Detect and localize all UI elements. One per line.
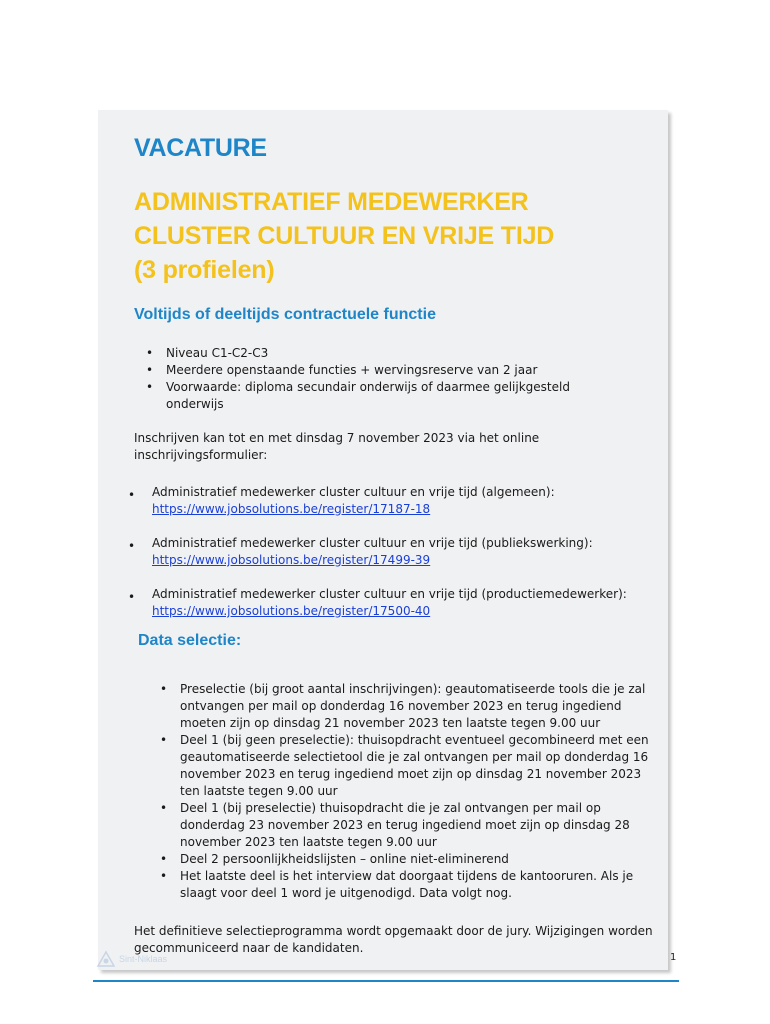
registration-item-label: Administratief medewerker cluster cultuur en vrije tijd (algemeen): [152, 485, 555, 499]
city-logo-icon [96, 950, 116, 968]
registration-item [126, 535, 666, 586]
registration-link[interactable]: https://www.jobsolutions.be/register/17499-39 [152, 553, 431, 567]
registration-item-label: Administratief medewerker cluster cultuur en vrije tijd (productiemedewerker): [152, 587, 627, 601]
list-item: • Meerdere openstaande functies + wervingsreserve van 2 jaar [138, 362, 578, 379]
list-item: • Deel 2 persoonlijkheidslijsten – online niet-eliminerend [152, 851, 662, 868]
function-bullet-list [138, 345, 578, 413]
list-item: • Niveau C1-C2-C3 [138, 345, 578, 362]
registration-link-list [126, 484, 666, 637]
selection-closing-note: Het definitieve selectieprogramma wordt opgemaakt door de jury. Wijzigingen worden gecommuniceerd naar de kandidaten. [134, 924, 653, 955]
footer-divider [93, 980, 679, 982]
vacancy-label: VACATURE [134, 134, 267, 162]
registration-link[interactable]: https://www.jobsolutions.be/register/17187-18 [152, 502, 431, 516]
registration-link[interactable]: https://www.jobsolutions.be/register/17500-40 [152, 604, 431, 618]
selection-heading: Data selectie: [138, 632, 242, 649]
list-item: • Het laatste deel is het interview dat doorgaat tijdens de kantooruren. Als je slaagt voor deel 1 word je uitgenodigd. Data volgt nog. [152, 868, 662, 902]
list-item: • Deel 1 (bij preselectie) thuisopdracht die je zal ontvangen per mail op donderdag 23 november 2023 en terug ingediend moet zijn op dinsdag 28 november 2023 ten laatste tegen 9.00 uur [152, 800, 662, 851]
vacancy-title-line: CLUSTER CULTUUR EN VRIJE TIJD [134, 222, 555, 250]
vacancy-title-line: ADMINISTRATIEF MEDEWERKER [134, 188, 529, 216]
list-item: • Preselectie (bij groot aantal inschrijvingen): geautomatiseerde tools die je zal ontvangen per mail op donderdag 16 november 2023 en terug ingediend moeten zijn op dinsdag 21 november 2023 ten laatste tegen 9.00 uur [152, 681, 662, 732]
list-item: • Deel 1 (bij geen preselectie): thuisopdracht eventueel gecombineerd met een geautomatiseerde selectietool die je zal ontvangen per mail op donderdag 16 november 2023 en terug ingediend moet zijn op dinsdag 21 november 2023 ten laatste tegen 9.00 uur [152, 732, 662, 800]
registration-item [126, 484, 666, 535]
function-heading: Voltijds of deeltijds contractuele functie [134, 306, 436, 323]
registration-item [126, 586, 666, 637]
city-logo-text: Sint-Niklaas [119, 954, 168, 964]
vacancy-title-line: (3 profielen) [134, 256, 275, 284]
vacancy-title [134, 185, 654, 287]
registration-intro: Inschrijven kan tot en met dinsdag 7 november 2023 via het online inschrijvingsformulier: [134, 431, 540, 462]
page-number: 1 [670, 952, 677, 963]
selection-bullet-list [152, 681, 662, 902]
list-item: • Voorwaarde: diploma secundair onderwijs of daarmee gelijkgesteld onderwijs [138, 379, 578, 413]
city-logo [96, 950, 167, 968]
registration-item-label: Administratief medewerker cluster cultuur en vrije tijd (publiekswerking): [152, 536, 593, 550]
